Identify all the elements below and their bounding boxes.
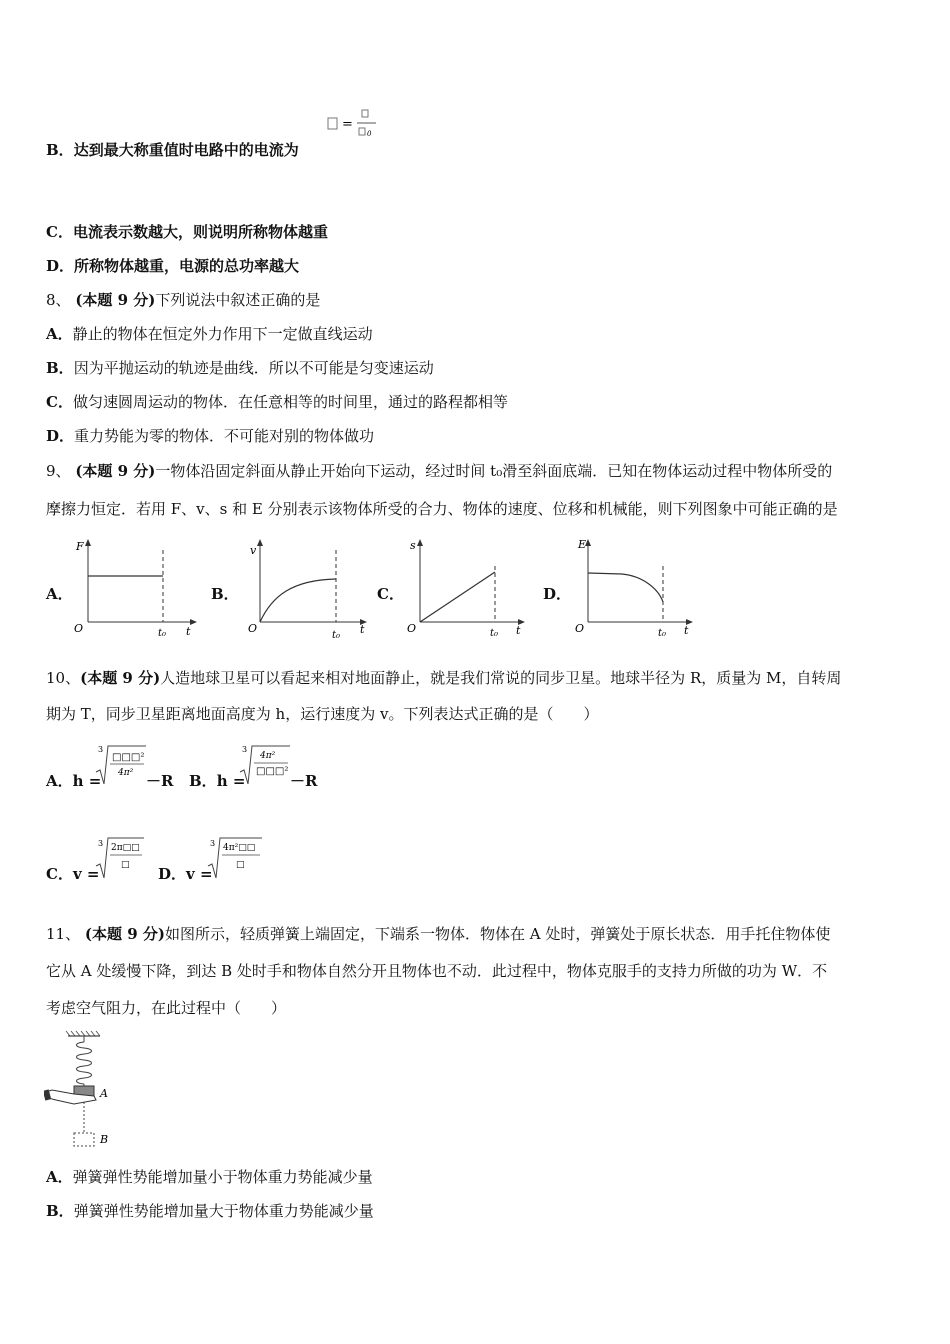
denominator: □□□² [256,766,289,777]
option-text: 因为平抛运动的轨迹是曲线．所以不可能是匀变速运动 [73,359,434,377]
question-stem: 期为 T，同步卫星距离地面高度为 h，运行速度为 v。下列表达式正确的是（ ） [46,705,599,723]
question-score: (本题 9 分) [84,925,165,943]
graph-c-displacement-time [404,536,534,640]
option-label: B． [46,359,74,377]
q10-option-a-suffix: －R [146,772,174,790]
question-number: 10、 [46,669,81,687]
root-index: 3 [98,839,104,848]
svg-text:0: 0 [367,130,372,138]
displacement-line [420,572,495,622]
question-stem: 下列说法中叙述正确的是 [155,291,321,309]
option-label: D． [158,865,187,883]
x-label: t [360,623,365,636]
numerator: 4π² [260,751,276,761]
question-stem: 如图所示，轻质弹簧上端固定，下端系一物体．物体在 A 处时，弹簧处于原长状态．用手托住物体使 [164,925,831,943]
question-score: (本题 9 分) [75,291,156,309]
origin-label: O [575,622,585,635]
option-text: 所称物体越重，电源的总功率越大 [74,257,300,275]
q8-option-c [46,392,508,412]
option-text: 做匀速圆周运动的物体．在任意相等的时间里，通过的路程都相等 [72,393,508,411]
numerator: 2π□□ [111,843,140,853]
option-label: B． [46,1202,74,1220]
y-label: v [250,544,257,557]
root-index: 3 [98,745,104,754]
q11-stem-line1 [46,924,830,944]
origin-label: O [407,622,417,635]
option-text: 静止的物体在恒定外力作用下一定做直线运动 [72,325,373,343]
q8-stem [46,290,320,310]
origin-label: O [248,622,258,635]
x-label: t [186,625,191,638]
option-text: 电流表示数越大，则说明所称物体越重 [72,223,328,241]
numerator: 4π²□□ [223,843,256,853]
velocity-curve [260,579,336,622]
y-label: s [410,539,416,552]
option-label: A． [46,1168,73,1186]
q10-option-c-label [46,863,99,884]
q10-stem-line2 [46,704,598,724]
energy-curve [588,573,663,602]
q10-option-d-label [158,863,213,884]
q7-option-d [46,256,299,276]
x-label: t [516,624,521,637]
q9-stem-line1 [46,461,832,481]
question-number: 11、 [46,925,81,943]
option-prefix: v = [186,865,213,883]
question-stem: 它从 A 处缓慢下降，到达 B 处时手和物体自然分开且物体也不动．此过程中，物体克服手的支持力所做的功为 W．不 [46,962,828,980]
denominator: 4π² [118,768,134,778]
q11-option-b [46,1201,374,1221]
root-index: 3 [242,745,248,754]
graph-d-label: D． [543,585,572,603]
t0-label: t₀ [332,630,341,641]
question-score: (本题 9 分) [75,462,156,480]
question-stem: 考虑空气阻力，在此过程中（ ） [46,999,287,1017]
option-label: A． [46,325,73,343]
option-label: B． [189,772,217,790]
question-score: (本题 9 分) [80,669,161,687]
option-prefix: h = [216,772,246,790]
question-stem: 一物体沿固定斜面从静止开始向下运动，经过时间 t₀滑至斜面底端．已知在物体运动过程中物体所受的 [155,462,833,480]
option-label: A． [46,772,73,790]
option-text: 达到最大称重值时电路中的电流为 [73,141,299,159]
y-label: F [76,540,84,553]
option-text: 重力势能为零的物体．不可能对别的物体做功 [74,427,375,445]
q9-stem-line2 [46,499,838,519]
option-prefix: v = [72,865,100,883]
t0-label: t₀ [658,628,667,639]
option-text: 弹簧弹性势能增加量小于物体重力势能减少量 [72,1168,373,1186]
q10-option-b-radical [238,742,292,788]
formula-current-ratio [326,108,382,142]
question-stem: 摩擦力恒定．若用 F、v、s 和 E 分别表示该物体所受的合力、物体的速度、位移和机械能，则下列图象中可能正确的是 [46,500,838,518]
question-number: 8、 [46,291,71,309]
y-label: E [578,538,587,551]
graph-a-label: A． [46,585,73,603]
svg-text:=: = [342,117,353,132]
top-formula [326,108,382,146]
option-text: 弹簧弹性势能增加量大于物体重力势能减少量 [73,1202,374,1220]
spring-coil [77,1042,92,1084]
question-number: 9、 [46,462,71,480]
q10-stem-line1 [46,668,841,688]
t0-label: t₀ [158,628,167,639]
t0-label: t₀ [490,628,499,639]
option-label: D． [46,257,75,275]
question-stem: 人造地球卫星可以看起来相对地面静止，就是我们常说的同步卫星。地球半径为 R，质量为 M，自转周 [160,669,842,687]
q8-option-d [46,426,374,446]
spring-figure [44,1030,124,1152]
denominator: □ [236,860,245,870]
graph-c-label: C． [377,585,404,603]
graph-b-label: B． [211,585,239,603]
graph-b-velocity-time [244,536,374,644]
graph-a-force-time [70,536,200,640]
origin-label: O [74,622,84,635]
q7-option-c [46,222,328,242]
q11-option-a [46,1167,373,1187]
q10-option-c-radical [94,834,148,880]
option-label: C． [46,393,73,411]
option-label: B． [46,141,74,159]
q8-option-b [46,358,434,378]
q10-option-b-suffix: －R [290,772,318,790]
option-label: D． [46,427,75,445]
q7-option-b [46,140,299,160]
q10-option-b-label [189,770,245,791]
denominator: □ [121,860,130,870]
graph-d-energy-time [572,536,702,640]
q11-stem-line3 [46,998,286,1018]
q11-stem-line2 [46,961,827,981]
q10-option-d-radical [206,834,264,880]
position-a-label: A [100,1087,108,1100]
numerator: □□□² [112,752,145,763]
option-prefix: h = [72,772,102,790]
object-position-b [74,1133,94,1146]
position-b-label: B [100,1133,109,1146]
q10-option-a-radical [94,742,148,788]
option-label: C． [46,223,73,241]
x-label: t [684,624,689,637]
root-index: 3 [210,839,216,848]
q8-option-a [46,324,373,344]
option-label: C． [46,865,73,883]
